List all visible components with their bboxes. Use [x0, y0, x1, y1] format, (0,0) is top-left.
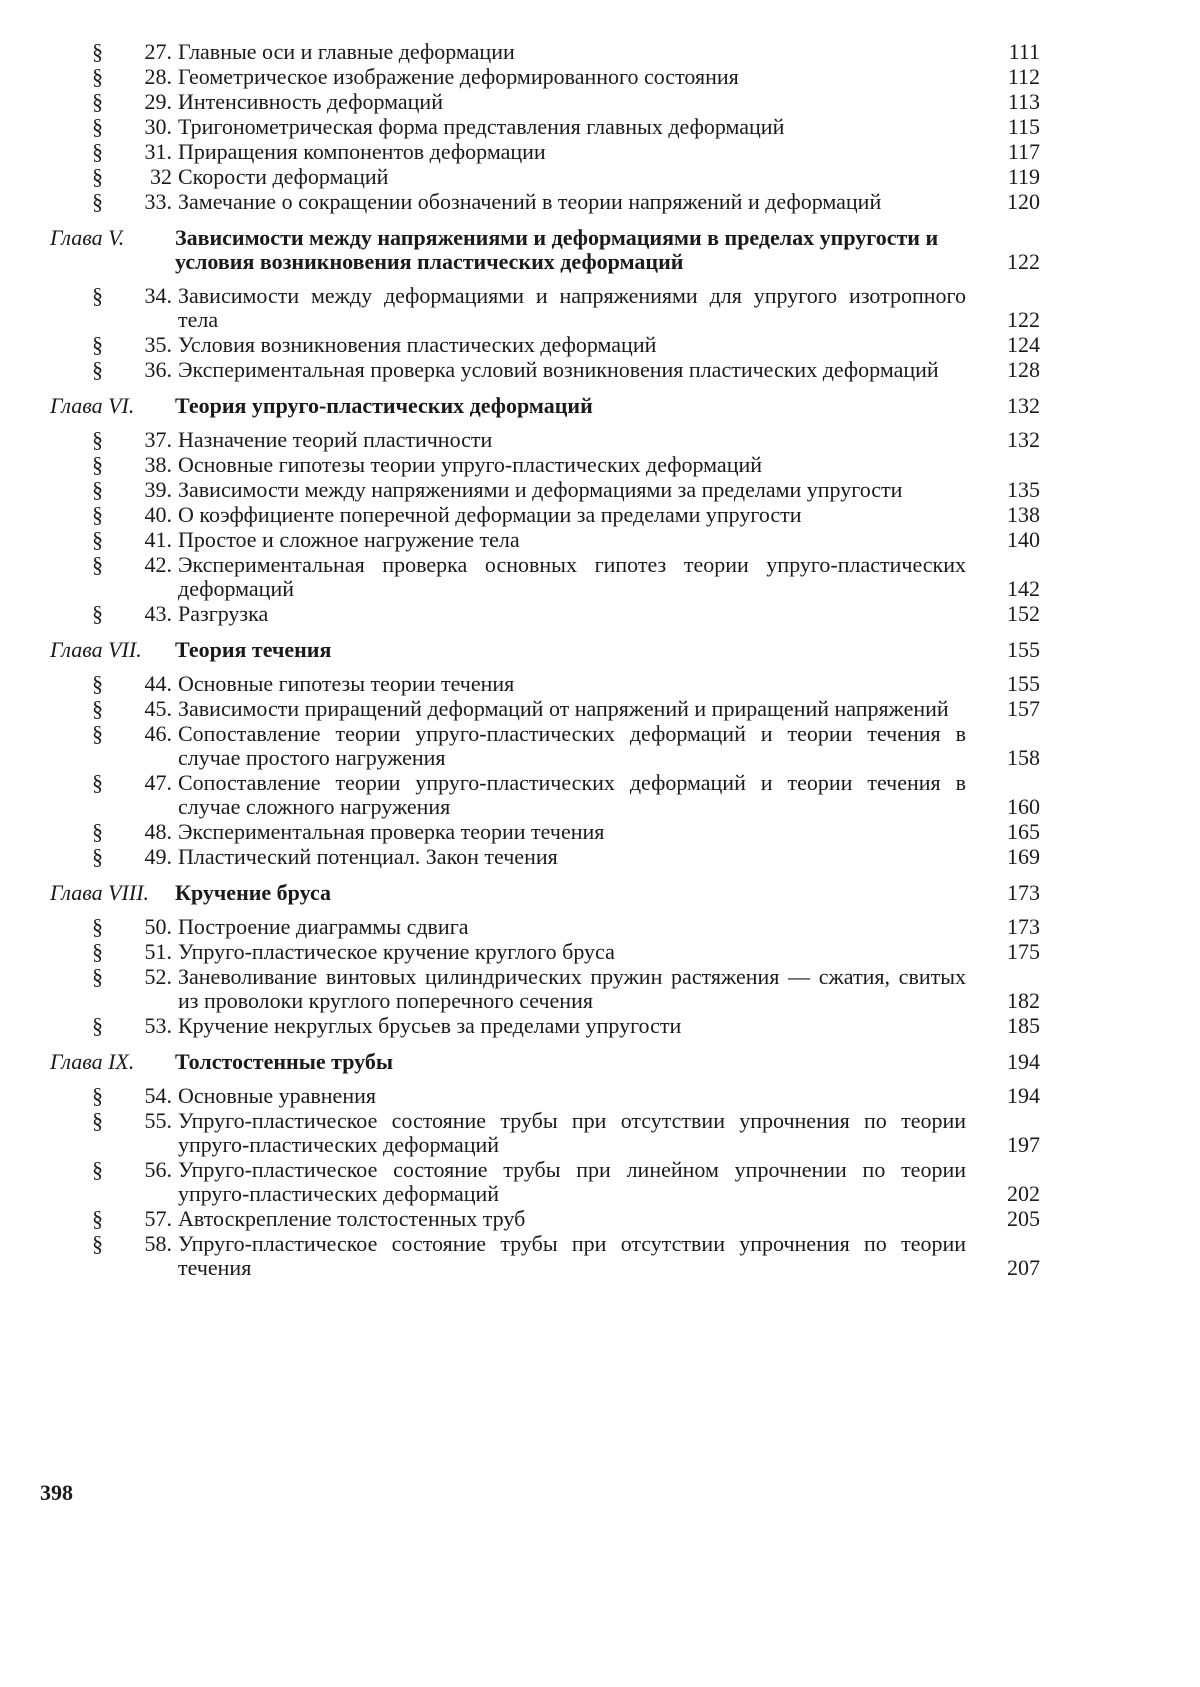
section-title: Интенсивность деформаций: [178, 89, 443, 114]
section-number: 51.: [144, 939, 172, 964]
section-number: 57.: [144, 1206, 172, 1231]
section-title: Экспериментальная проверка теории течения: [178, 819, 605, 844]
chapter-title: Толстостенные трубы: [175, 1049, 394, 1074]
chapter-entry: [40, 226, 1040, 274]
section-entry: [40, 697, 1040, 721]
section-title: Назначение теорий пластичности: [178, 427, 493, 452]
section-title: Тригонометрическая форма представления главных деформаций: [178, 114, 785, 139]
section-entry: [40, 528, 1040, 552]
section-number: 36.: [144, 357, 172, 382]
section-number: 34.: [144, 283, 172, 308]
section-entry: [40, 965, 1040, 1013]
section-entry: [40, 1158, 1040, 1206]
section-page: 111: [1008, 39, 1040, 64]
section-entry: [40, 358, 1040, 382]
section-symbol: §: [92, 357, 103, 382]
section-entry: [40, 722, 1040, 770]
section-title: Зависимости приращений деформаций от напряжений и приращений напряжений: [178, 696, 949, 721]
section-title: Главные оси и главные деформации: [178, 39, 515, 64]
chapter-label: Глава V.: [50, 225, 125, 250]
section-entry: [40, 915, 1040, 939]
table-of-contents: [40, 40, 1040, 1281]
section-number: 52.: [144, 964, 172, 989]
section-entry: [40, 140, 1040, 164]
chapter-page: 132: [1007, 393, 1040, 418]
section-symbol: §: [92, 502, 103, 527]
section-entry: [40, 333, 1040, 357]
chapter-entry: [40, 638, 1040, 662]
chapter-title: Кручение бруса: [175, 880, 331, 905]
section-page: 138: [1007, 502, 1040, 527]
section-page: 185: [1007, 1013, 1040, 1038]
section-number: 58.: [144, 1231, 172, 1256]
chapter-label: Глава VII.: [50, 637, 142, 662]
section-number: 27.: [144, 39, 172, 64]
section-page: 142: [1007, 576, 1040, 601]
section-entry: [40, 1084, 1040, 1108]
section-page: 152: [1007, 601, 1040, 626]
section-symbol: §: [92, 1206, 103, 1231]
section-number: 54.: [144, 1083, 172, 1108]
section-entry: [40, 90, 1040, 114]
section-number: 44.: [144, 671, 172, 696]
section-title: Основные уравнения: [178, 1083, 376, 1108]
chapter-title: Теория течения: [175, 637, 332, 662]
section-title: Зависимости между напряжениями и деформациями за пределами упругости: [178, 477, 903, 502]
section-number: 33.: [144, 189, 172, 214]
section-number: 35.: [144, 332, 172, 357]
section-symbol: §: [92, 477, 103, 502]
section-title: Сопоставление теории упруго-пластических деформаций и теории течения в случае сложного нагружения: [178, 770, 966, 819]
section-number: 56.: [144, 1157, 172, 1182]
chapter-entry: [40, 1050, 1040, 1074]
chapter-entry: [40, 881, 1040, 905]
section-symbol: §: [92, 39, 103, 64]
section-page: 120: [1007, 189, 1040, 214]
section-number: 42.: [144, 552, 172, 577]
section-number: 47.: [144, 770, 172, 795]
section-number: 37.: [144, 427, 172, 452]
section-symbol: §: [92, 452, 103, 477]
section-symbol: §: [92, 89, 103, 114]
section-page: 207: [1007, 1255, 1040, 1280]
section-page: 115: [1007, 114, 1040, 139]
section-entry: [40, 845, 1040, 869]
section-page: 135: [1007, 477, 1040, 502]
section-entry: [40, 602, 1040, 626]
section-symbol: §: [92, 696, 103, 721]
section-number: 50.: [144, 914, 172, 939]
section-symbol: §: [92, 1083, 103, 1108]
section-page: 165: [1007, 819, 1040, 844]
section-page: 113: [1007, 89, 1040, 114]
chapter-label: Глава IX.: [50, 1049, 135, 1074]
chapter-page: 194: [1007, 1049, 1040, 1074]
section-symbol: §: [92, 64, 103, 89]
section-page: 158: [1007, 745, 1040, 770]
section-number: 41.: [144, 527, 172, 552]
section-entry: [40, 284, 1040, 332]
section-page: 132: [1007, 427, 1040, 452]
section-entry: [40, 428, 1040, 452]
section-title: Сопоставление теории упруго-пластических деформаций и теории течения в случае простого нагружения: [178, 721, 966, 770]
section-title: Разгрузка: [178, 601, 269, 626]
section-entry: [40, 1109, 1040, 1157]
section-symbol: §: [92, 939, 103, 964]
section-page: 140: [1007, 527, 1040, 552]
section-title: Условия возникновения пластических деформаций: [178, 332, 657, 357]
section-entry: [40, 190, 1040, 214]
section-symbol: §: [92, 139, 103, 164]
page-number: 398: [40, 1480, 73, 1505]
section-symbol: §: [92, 844, 103, 869]
section-symbol: §: [92, 164, 103, 189]
section-title: Пластический потенциал. Закон течения: [178, 844, 558, 869]
section-page: 169: [1007, 844, 1040, 869]
section-page: 182: [1007, 988, 1040, 1013]
section-page: 155: [1007, 671, 1040, 696]
section-title: Автоскрепление толстостенных труб: [178, 1206, 526, 1231]
section-entry: [40, 940, 1040, 964]
section-entry: [40, 40, 1040, 64]
section-entry: [40, 1232, 1040, 1280]
section-title: Упруго-пластическое кручение круглого бруса: [178, 939, 615, 964]
section-title: Простое и сложное нагружение тела: [178, 527, 520, 552]
section-number: 40.: [144, 502, 172, 527]
section-title: Построение диаграммы сдвига: [178, 914, 469, 939]
section-number: 45.: [144, 696, 172, 721]
section-number: 46.: [144, 721, 172, 746]
chapter-title: Теория упруго-пластических деформаций: [175, 393, 593, 418]
section-number: 48.: [144, 819, 172, 844]
section-entry: [40, 478, 1040, 502]
section-entry: [40, 771, 1040, 819]
section-entry: [40, 115, 1040, 139]
section-title: Скорости деформаций: [178, 164, 389, 189]
section-symbol: §: [92, 189, 103, 214]
section-number: 39.: [144, 477, 172, 502]
chapter-page: 155: [1007, 637, 1040, 662]
section-title: О коэффициенте поперечной деформации за пределами упругости: [178, 502, 802, 527]
section-entry: [40, 820, 1040, 844]
section-entry: [40, 1207, 1040, 1231]
section-page: 128: [1007, 357, 1040, 382]
chapter-page: 122: [1007, 249, 1040, 274]
section-number: 53.: [144, 1013, 172, 1038]
section-symbol: §: [92, 1013, 103, 1038]
section-page: 124: [1007, 332, 1040, 357]
section-page: 202: [1007, 1181, 1040, 1206]
section-symbol: §: [92, 819, 103, 844]
chapter-label: Глава VIII.: [50, 880, 150, 905]
section-page: 122: [1007, 307, 1040, 332]
section-page: 197: [1007, 1132, 1040, 1157]
section-title: Упруго-пластическое состояние трубы при отсутствии упрочнения по теории течения: [178, 1231, 966, 1280]
section-entry: [40, 553, 1040, 601]
section-symbol: §: [92, 283, 103, 308]
chapter-page: 173: [1007, 880, 1040, 905]
section-title: Упруго-пластическое состояние трубы при линейном упрочнении по теории упруго-пластических деформаций: [178, 1157, 966, 1206]
section-title: Заневоливание винтовых цилиндрических пружин растяжения — сжатия, свитых из проволоки круглого поперечного сечения: [178, 964, 966, 1013]
section-number: 32: [150, 164, 172, 189]
section-title: Основные гипотезы теории течения: [178, 671, 515, 696]
section-title: Замечание о сокращении обозначений в теории напряжений и деформаций: [178, 189, 882, 214]
section-symbol: §: [92, 1231, 103, 1256]
section-page: 112: [1007, 64, 1040, 89]
section-title: Зависимости между деформациями и напряжениями для упругого изотропного тела: [178, 283, 966, 332]
section-entry: [40, 672, 1040, 696]
section-entry: [40, 1014, 1040, 1038]
section-entry: [40, 65, 1040, 89]
section-number: 55.: [144, 1108, 172, 1133]
section-title: Экспериментальная проверка условий возникновения пластических деформаций: [178, 357, 939, 382]
section-symbol: §: [92, 770, 103, 795]
section-page: 173: [1007, 914, 1040, 939]
section-number: 43.: [144, 601, 172, 626]
section-page: 194: [1007, 1083, 1040, 1108]
section-number: 31.: [144, 139, 172, 164]
section-page: 175: [1007, 939, 1040, 964]
section-symbol: §: [92, 527, 103, 552]
section-title: Экспериментальная проверка основных гипотез теории упруго-пластических деформаций: [178, 552, 966, 601]
section-number: 29.: [144, 89, 172, 114]
chapter-label: Глава VI.: [50, 393, 135, 418]
section-entry: [40, 165, 1040, 189]
section-symbol: §: [92, 332, 103, 357]
section-page: 117: [1007, 139, 1040, 164]
section-title: Упруго-пластическое состояние трубы при отсутствии упрочнения по теории упруго-пластических деформаций: [178, 1108, 966, 1157]
section-number: 30.: [144, 114, 172, 139]
section-symbol: §: [92, 671, 103, 696]
section-symbol: §: [92, 964, 103, 989]
chapter-title: Зависимости между напряжениями и деформациями в пределах упругости и условия возникновения пластических деформаций: [175, 225, 939, 274]
section-symbol: §: [92, 914, 103, 939]
section-page: 119: [1007, 164, 1040, 189]
section-title: Основные гипотезы теории упруго-пластических деформаций: [178, 452, 763, 477]
section-title: Кручение некруглых брусьев за пределами упругости: [178, 1013, 682, 1038]
section-entry: [40, 453, 1040, 477]
chapter-entry: [40, 394, 1040, 418]
section-page: 160: [1007, 794, 1040, 819]
section-symbol: §: [92, 1108, 103, 1133]
section-symbol: §: [92, 427, 103, 452]
section-symbol: §: [92, 721, 103, 746]
section-number: 38.: [144, 452, 172, 477]
section-symbol: §: [92, 552, 103, 577]
section-number: 49.: [144, 844, 172, 869]
section-title: Приращения компонентов деформации: [178, 139, 546, 164]
section-title: Геометрическое изображение деформированного состояния: [178, 64, 739, 89]
section-number: 28.: [144, 64, 172, 89]
section-symbol: §: [92, 601, 103, 626]
section-page: 157: [1007, 696, 1040, 721]
section-page: 205: [1007, 1206, 1040, 1231]
section-entry: [40, 503, 1040, 527]
section-symbol: §: [92, 1157, 103, 1182]
section-symbol: §: [92, 114, 103, 139]
